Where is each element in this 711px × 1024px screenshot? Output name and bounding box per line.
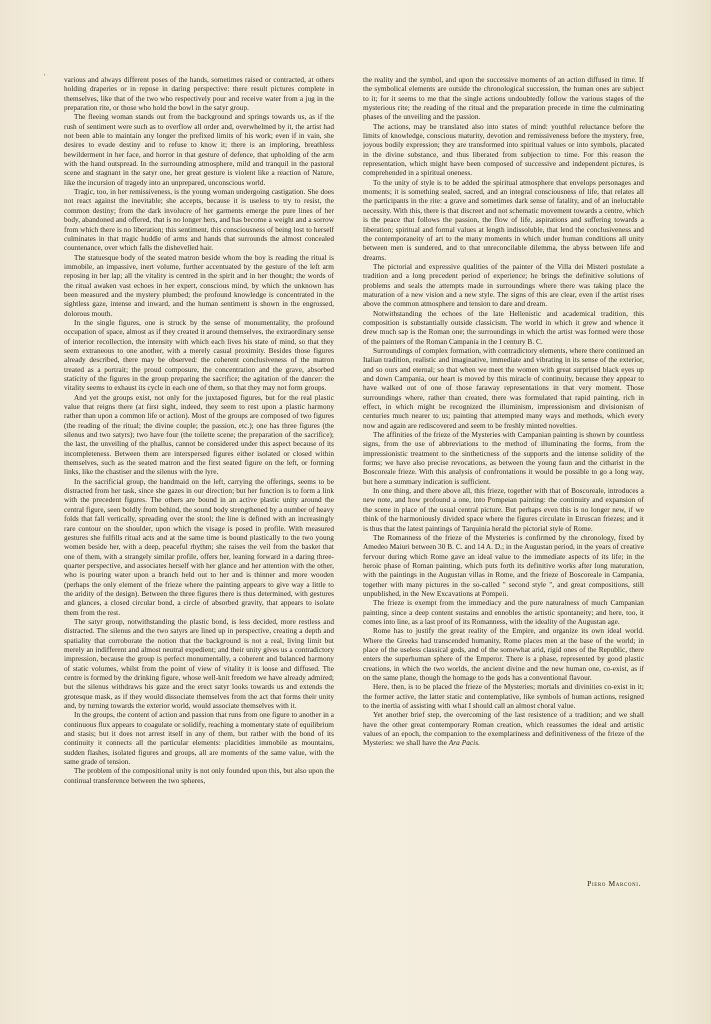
paragraph-text: The satyr group, notwithstanding the plastic bond, is less decided, more restless and distracted. The silenus and the two satyrs are lined up in perspective, creating a depth and spatiality that corroborate the notion that the background is not a real, living limit but merely an indifferent and almost neutral expedient; and their unity gives us a contradictory impression, because the group is perfect monumentally, a coherent and balanced harmony of static volumes, whilst from the point of view of vitality it is loose and diffused. The centre is formed by the drinking figure, whose well-knit freedom we have already admired; but the silenus withdraws his gaze and the erect satyr looks towards us and extends the grotesque mask, as if they would dissociate themselves from the act that forms their unity and, by turning towards the exterior world, would associate themselves with it. xyxy=(64,617,334,711)
paragraph xyxy=(363,123,644,179)
paragraph-text: The fleeing woman stands out from the background and springs towards us, as if the rush of sentiment were such as to overflow all order and, overwhelmed by it, the artist had not been able to maintain any longer the prefixed limits of his work; even if in vain, she desires to evade destiny and to refuse to know it; there is an imploring, breathless bewilderment in her face, and horror in that gesture of defence, that upholding of the arm with the hand outspread. In the surrounding atmosphere, mild and tranquil in the pastoral scene and stagnant in the satyr one, her great gesture is violent like a reaction of Nature, like the incursion of tragedy into an unprepared, unconscious world. xyxy=(64,113,334,187)
paragraph-text: Rome has to justify the great reality of the Empire, and organize its own ideal world. Where the Greeks had transcended humanity, Rome places men at the base of the world; in place of the useless classical gods, and of the somewhat arid, rigid ones of the Republic, there enters the superhuman sphere of the Emperor. There is a phase, represented by good plastic creations, in which the two worlds, the ancient divine and the new human one, co-exist, as if on the same plane, though the homage to the gods has a conventional flavour. xyxy=(363,627,644,682)
paragraph xyxy=(363,599,644,627)
paragraph xyxy=(64,394,334,478)
paragraph xyxy=(64,618,334,711)
paragraph xyxy=(64,767,334,786)
paragraph xyxy=(363,534,644,599)
paragraph xyxy=(363,683,644,711)
paragraph-text: In the sacrificial group, the handmaid on the left, carrying the offerings, seems to be distracted from her task, since she gazes in our direction; but her function is to form a link with the precedent figures. The others are bound in an active plastic unity around the central figure, seen boldly from behind, the sound body strengthened by a number of heavy folds that fall vertically, spreading over the stool; the line is defined with an increasingly rare contour on the shoulder, upon which the visage is posed in profile. With measured gestures she fulfills ritual acts and at the same time is bound plastically to the two young women beside her, with a deep, peaceful rhythm; she raises the veil from the basket that one of them, with a strangely similar profile, offers her, leaning forward in a daring three-quarter perspective, and associates herself with her glance and her attention with the other, who is pouring water upon a branch held out to her and is thinner and more wooden (perhaps the only element of the frieze where the painting appears to give way a little to the aridity of the design). Between the three figures there is thus determined, with gestures and glances, a closed circular bond, a circle of absorbed gravity, that appears to isolate them from the rest. xyxy=(64,477,334,617)
paragraph-text: In the groups, the content of action and passion that runs from one figure to another in a continuous flux appears to coagulate or solidify, reaching a momentary state of equilibrium and stasis; but it does not arrest itself in any of them, but rather with the bond of its continuity it connects all the particular elements: placidities immobile as mountains, sudden flashes, isolated figures and groups, all are moments of the same value, with the same grade of tension. xyxy=(64,711,334,767)
paragraph-text: And yet the groups exist, not only for the juxtaposed figures, but for the real plastic value that reigns there (at first sight, indeed, they seem to rest upon a plastic harmony rather than upon a common life or action). Most of the groups are composed of two figures (the reading of the ritual; the divine couple; the passion, etc.); one has three figures (the silenus and two satyrs); two have four (the toilette scene; the preparation of the sacrifice); the last, the unveiling of the phallus, cannot be considered under this aspect because of its incompleteness. Between them are interspersed figures either isolated or closed within themselves, such as the seated matron and the first seated figure on the left, or forming links, like the chastiser and the silenus with the lyre. xyxy=(64,393,334,477)
paragraph-text: various and always different poses of the hands, sometimes raised or contracted, at others holding draperies or in repose in daring perspective: there result pictures complete in themselves, like that of the two who respectively pour and receive water from a jug in the preparation rite, or those who hold the bowl in the satyr group. xyxy=(64,76,334,113)
paragraph-text: The pictorial and expressive qualities of the painter of the Villa dei Misteri postulate a tradition and a long precedent period of experience; he brings the definitive solutions of problems and seals the attempts made in surroundings where there was taking place the maturation of a new vision and a new style. The signs of this are clear, even if the artist rises above the common atmosphere and tension to dare and dream. xyxy=(363,262,644,309)
paragraph xyxy=(363,76,644,123)
paragraph-text: The affinities of the frieze of the Mysteries with Campanian painting is shown by countless signs, from the use of abbreviations to the method of illuminating the forms, from the impressionistic treatment to the sinthetiсness of the supports and the intense solidity of the forms; we have also precise revocations, as between the young faun and the citharist in the Boscoreale frieze. With this analysis of confrontations it would be possible to go a long way, but here a summary indication is sufficient. xyxy=(363,431,644,486)
paragraph xyxy=(363,711,644,748)
paragraph-text: Surroundings of complex formation, with contradictory elements, where there continued an Italian tradition, realistic and imaginative, immediate and vibrating in its sense of the exterior, and so ours and eternal; so that when we meet the women with great surprised black eyes up and down Campania, our heart is moved by this miracle of continuity, because they appear to have walked out of one of those faraway representations in that very moment. Those surroundings where, rather than created, there was formulated that rapid painting, rich in effect, in which might be recognized the illuminism, impressionism and divisionism of centuries much nearer to us; painting that attempted many ways and methods, which every now and again are rediscovered and seem to be freshly minted novelties. xyxy=(363,346,644,430)
paragraph xyxy=(363,263,644,310)
paragraph-text: In the single figures, one is struck by the sense of monumentality, the profound occupation of space, almost as if they created it around themselves, the extraordinary sense of interior recollection, the intensity with which each lives his state of mind, so that they seem extraneous to one another, with a merely casual proximity. Besides those figures already described, there may be observed: the coherent conclusiveness of the matron treated as a portrait; the proud composure, the concentration and the grave, absorbed staticity of the figures in the group preparing the sacrifice; the agitation of the dancer: the vitality seems to exhaust its cycle in each one of them, so that they may not form groups. xyxy=(64,318,334,393)
paragraph xyxy=(64,188,334,253)
paragraph-text: the reality and the symbol, and upon the successive moments of an action diffused in time. If the symbolical elements are outside the chronological succession, the human ones are subject to it; for it seems to me that the single actions undoubtedly follow the various stages of the mysterious rite; the reading of the ritual and the preparation precede in time the culminating phases of the unveiling and the passion. xyxy=(363,76,644,122)
paragraph xyxy=(363,487,644,534)
paragraph-text: The problem of the compositional unity is not only founded upon this, but also upon the continual transference between the two spheres, xyxy=(64,767,334,785)
paragraph xyxy=(64,478,334,618)
paragraph-text: The frieze is exempt from the immediacy and the pure naturalness of much Campanian painting, since a deep content sustains and ennobles the artistic spontaneity; and here, too, it comes into line, as a last proof of its Romanness, with the ideality of the Augustan age. xyxy=(363,599,644,626)
paragraph xyxy=(363,310,644,347)
paragraph xyxy=(64,254,334,319)
paragraph-text: The actions, may be translated also into states of mind: youthful reluctance before the limits of knowledge, conscious maturity, devotion and remissiveness before the mystery, free, joyous bodily expression; they are transformed into spiritual values or into symbols, placated in the divine substance, and thus liberated from subjection to time. For this reason the representation, which might have been composed of successive and independent pictures, is comprehended in a spiritual oneness. xyxy=(363,122,644,178)
paragraph-text: The statuesque body of the seated matron beside whom the boy is reading the ritual is immobile, an impassive, inert volume, further accentuated by the gesture of the left arm reposing in her lap; all the vitality is centred in the spirit and in her thought; the words of the ritual awaken vast echoes in her expert, conscious mind, by which the unknown has been measured and the mystery plumbed; the profound knowledge is concentrated in the sightless gaze, intense and inward, and the human sentiment is shown in the engrossed, dolorous mouth. xyxy=(64,253,334,318)
paragraph-text: Tragic, too, in her remissiveness, is the young woman undergoing castigation. She does not react against the inevitable; she accepts, because it is useless to try to resist, the common destiny; from the dark involucre of her garments emerge the pure lines of her body, abandoned and offered, that is no longer hers, and has become a weight and a sorrow from which there is no liberation; this sentiment, this consciousness of being lost to herself culminates in that tragic huddle of arms and hands that surrounds the almost concealed countenance, over which falls the dishevelled hair. xyxy=(64,188,334,253)
left-text-column xyxy=(64,76,334,786)
paragraph xyxy=(363,179,644,263)
paragraph xyxy=(64,113,334,188)
paragraph xyxy=(64,319,334,394)
margin-mark: ' xyxy=(44,73,46,81)
paragraph-text: Yet another brief step, the overcoming of the last resistence of a tradition; and we shall have the other great contemporary Roman creation, which reassumes the ideal and artistic values of an epoch, the companion to the exemplariness and definitiveness of the frieze of the Mysteries: we shall have the xyxy=(363,711,644,748)
author-signature: Piero Marconi. xyxy=(587,879,641,888)
paragraph-text: The Romanness of the frieze of the Mysteries is confirmed by the chronology, fixed by Amedeo Maiuri between 30 B. C. and 14 A. D.; in the Augustan period, in the years of creative fervour during which Rome gave an ideal value to the immediate aspects of its life; in the heroic phase of Roman painting, which puts forth its definitive works after long maturation, with the paintings in the Augustan villas in Rome, and the frieze of Boscoreale in Campania, together with many pictures in the so-called " second style ", and great compositions, still unpublished, in the New Excavations at Pompeii. xyxy=(363,533,644,598)
italic-title: Ara Pacis. xyxy=(448,739,480,748)
right-text-column xyxy=(363,76,644,749)
paragraph xyxy=(64,711,334,767)
paragraph xyxy=(64,76,334,113)
paragraph-text: Here, then, is to be placed the frieze of the Mysteries; mortals and divinities co-exist in it; the former active, the latter static and contemplative, like symbols of human actions, resigned to the inertia of assisting with what I should call an almost choral value. xyxy=(363,683,644,711)
paragraph-text: Notwithstanding the echoes of the late Hellenistic and academical tradition, this composition is substantially outside classicism. The world in which it grew and whence it drew much sap is the Roman one; the surroundings in which the artist was formed were those of the painters of the Roman Campania in the I century B. C. xyxy=(363,309,644,346)
paragraph xyxy=(363,627,644,683)
paragraph-text: In one thing, and there above all, this frieze, together with that of Boscoreale, introduces a new note, and how profound a one, into Pompeian painting: the continuity and expansion of the scene in place of the usual central picture. But perhaps even this is no longer new, if we think of the harmoniously divided space where the figures circulate in Etruscan friezes; and it is thus that the latest paintings of Tarquinia herald the pictorial style of Rome. xyxy=(363,487,644,533)
paragraph-text: To the unity of style is to be added the spiritual atmosphere that envelops personages and moments; it is something sealed, sacred, and an integral consciousness of life, that relates all the participants in the rite: a grave and sometimes dark sense of fatality, and of an ineluctable necessity. With this, there is that discreet and not schematic movement towards a centre, which is the peace that follows the passion, the flow of life, aspirations and suffering towards a liberation; spiritual and formal values at length indissoluble, that lend the conclusiveness and the contemporaneity of art to the many moments in which under human conditions all unity between men is sundered, and to that unreconcilable dilemma, the abyss between life and dreams. xyxy=(363,178,644,262)
paragraph xyxy=(363,347,644,431)
paragraph xyxy=(363,431,644,487)
